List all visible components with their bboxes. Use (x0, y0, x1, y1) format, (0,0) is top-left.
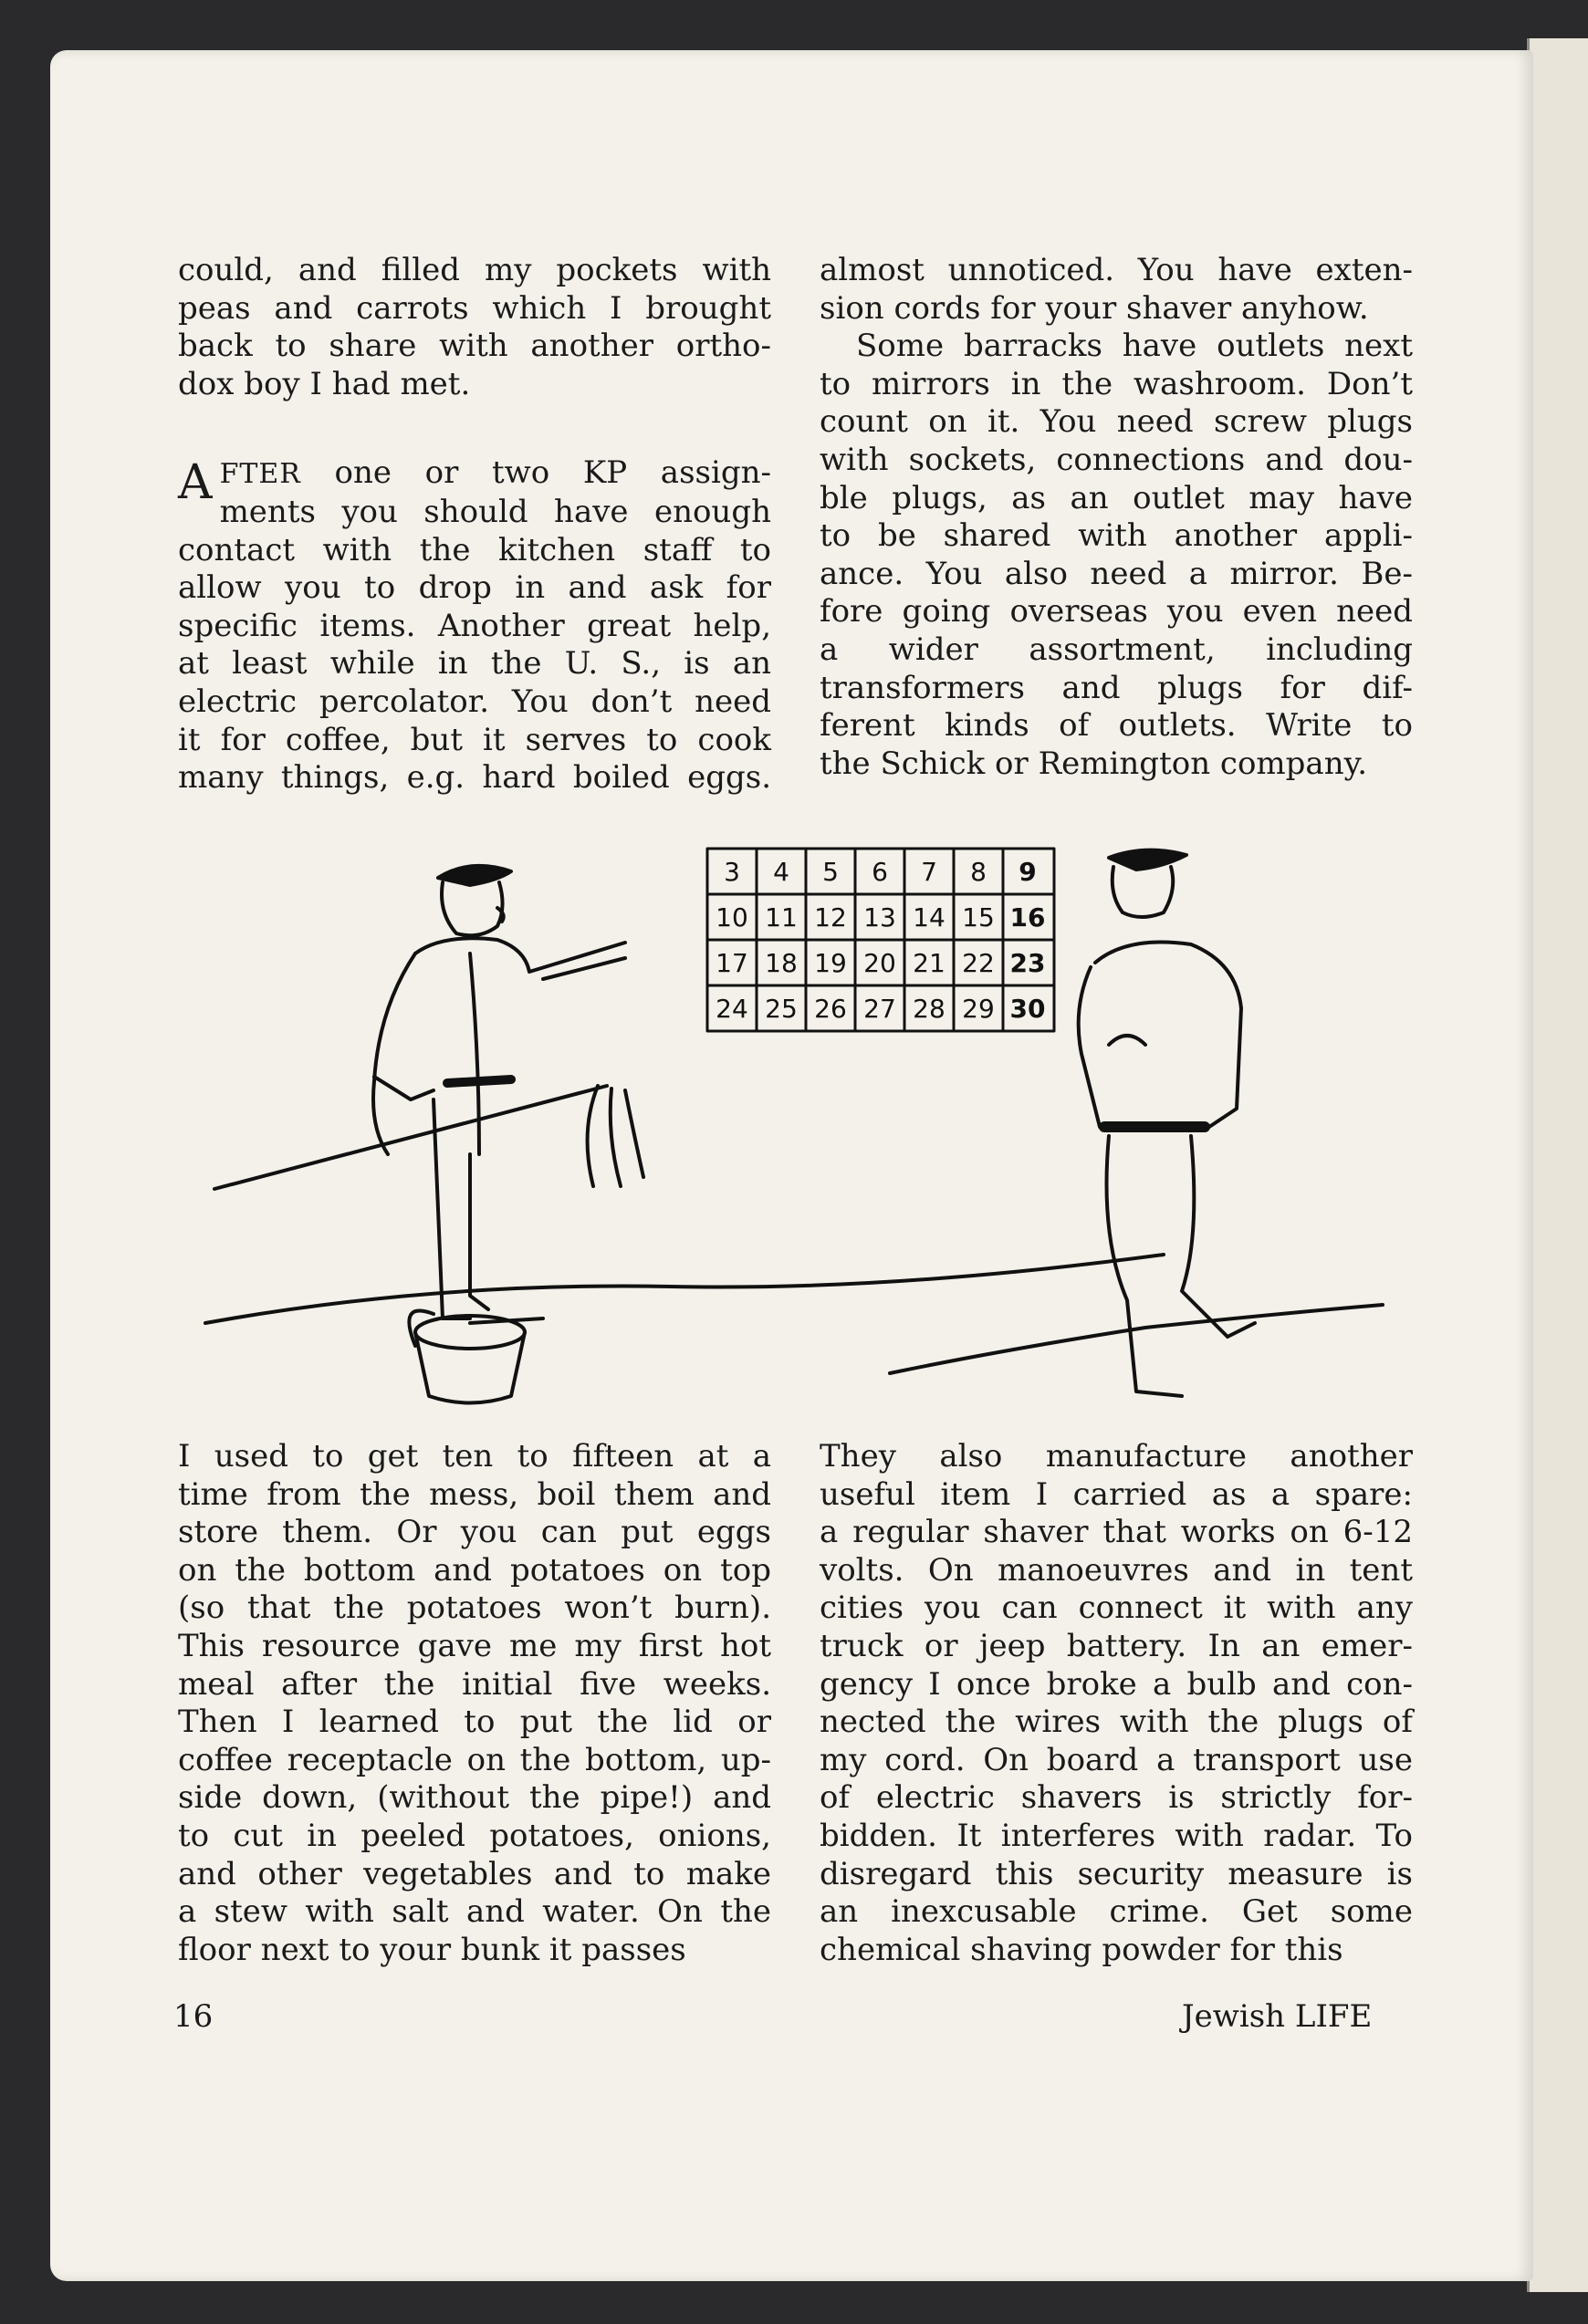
text-line: many things, e.g. hard boiled eggs. (178, 759, 771, 797)
text-line: my cord. On board a transport use (820, 1741, 1413, 1778)
mop (214, 1086, 643, 1189)
text-line: side down, (without the pipe!) and (178, 1779, 771, 1817)
calendar-day: 30 (1009, 994, 1046, 1024)
text-line: FTER one or two KP assign- (219, 454, 771, 492)
right-column-bottom (820, 1438, 1413, 1969)
text-line: coffee receptacle on the bottom, up- (178, 1741, 771, 1778)
left-column-bottom (178, 1438, 771, 1969)
calendar-day: 8 (970, 857, 987, 887)
bucket (409, 1311, 525, 1403)
after-paragraph (178, 454, 771, 797)
calendar-day: 10 (716, 902, 748, 933)
text-line: dox boy I had met. (178, 365, 471, 402)
text-line: chemical shaving powder for this (820, 1931, 1343, 1968)
text-line: Some barracks have outlets next (856, 328, 1413, 365)
text-line: time from the mess, boil them and (178, 1475, 771, 1513)
text-line: with sockets, connections and dou- (820, 441, 1413, 478)
officer-figure (373, 866, 625, 1323)
text-line: sion cords for your shaver anyhow. (820, 289, 1369, 327)
calendar-day: 27 (863, 994, 896, 1024)
text-line: back to share with another ortho- (178, 328, 771, 365)
text-line: ments you should have enough (219, 493, 771, 530)
right-column-top (820, 252, 1413, 783)
text-line: Then I learned to put the lid or (178, 1704, 771, 1741)
text-line: a regular shaver that works on 6-12 (820, 1514, 1413, 1551)
page-number: 16 (173, 1998, 214, 2035)
text-line: bidden. It interferes with radar. To (820, 1817, 1413, 1854)
drop-cap: A (178, 455, 213, 511)
text-line: nected the wires with the plugs of (820, 1704, 1413, 1741)
text-line: useful item I carried as a spare: (820, 1475, 1413, 1513)
calendar-day: 28 (913, 994, 945, 1024)
small-caps-word: FTER (219, 458, 301, 491)
text-line: meal after the initial five weeks. (178, 1665, 771, 1703)
text-line: a wider assortment, including (820, 631, 1413, 668)
text-line: peas and carrots which I brought (178, 289, 771, 327)
text-line: I used to get ten to fifteen at a (178, 1438, 771, 1475)
text-line: it for coffee, but it serves to cook (178, 721, 771, 758)
calendar-day: 17 (716, 948, 748, 978)
publication-name: Jewish LIFE (1182, 1998, 1373, 2035)
calendar-day: 3 (724, 857, 740, 887)
ground-line (205, 1255, 1164, 1323)
calendar-day: 20 (863, 948, 896, 978)
text-line: This resource gave me my first hot (178, 1627, 771, 1664)
text-line: specific items. Another great help, (178, 607, 771, 644)
calendar-day: 9 (1019, 857, 1037, 887)
text-line: They also manufacture another (820, 1438, 1413, 1475)
text-line: store them. Or you can put eggs (178, 1514, 771, 1551)
calendar-day: 4 (773, 857, 789, 887)
text-line: to cut in peeled potatoes, onions, (178, 1817, 771, 1854)
calendar-day: 15 (962, 902, 995, 933)
text-line: contact with the kitchen staff to (178, 531, 771, 568)
calendar-day: 16 (1009, 902, 1046, 933)
text-line: an inexcusable crime. Get some (820, 1893, 1413, 1931)
text-line: allow you to drop in and ask for (178, 569, 771, 607)
calendar-day: 29 (962, 994, 995, 1024)
text-line: (so that the potatoes won’t burn). (178, 1589, 771, 1627)
text-line: ble plugs, as an outlet may have (820, 479, 1413, 516)
text-line: a stew with salt and water. On the (178, 1893, 771, 1931)
text-line: ferent kinds of outlets. Write to (820, 707, 1413, 745)
calendar-day: 25 (765, 994, 798, 1024)
calendar-day: 24 (716, 994, 748, 1024)
text-line: floor next to your bunk it passes (178, 1931, 686, 1968)
calendar-day: 11 (765, 902, 798, 933)
text-line: at least while in the U. S., is an (178, 645, 771, 683)
text-line: count on it. You need screw plugs (820, 403, 1413, 441)
calendar-day: 13 (863, 902, 896, 933)
calendar-day: 19 (814, 948, 847, 978)
left-column-top (178, 252, 771, 797)
calendar-day: 6 (872, 857, 888, 887)
text-line: transformers and plugs for dif- (820, 669, 1413, 706)
text-line: could, and filled my pockets with (178, 252, 771, 288)
calendar-day: 23 (1009, 948, 1046, 978)
calendar-day: 26 (814, 994, 847, 1024)
calendar-day: 22 (962, 948, 995, 978)
text-line: on the bottom and potatoes on top (178, 1551, 771, 1589)
text-line: gency I once broke a bulb and con- (820, 1665, 1413, 1703)
text-line: and other vegetables and to make (178, 1855, 771, 1892)
text-line: volts. On manoeuvres and in tent (820, 1551, 1413, 1589)
text-line: the Schick or Remington company. (820, 745, 1368, 782)
soldier-figure (1079, 850, 1255, 1396)
text-line: electric percolator. You don’t need (178, 683, 771, 720)
text-line: fore going overseas you even need (820, 593, 1413, 631)
calendar-day: 5 (822, 857, 839, 887)
text-line: of electric shavers is strictly for- (820, 1779, 1413, 1817)
text-line: to be shared with another appli- (820, 517, 1413, 555)
calendar-day: 7 (921, 857, 937, 887)
next-page-edge (1527, 38, 1588, 2292)
text-line: cities you can connect it with any (820, 1589, 1413, 1627)
calendar-day: 18 (765, 948, 798, 978)
text-line: to mirrors in the washroom. Don’t (820, 365, 1413, 402)
calendar-day: 14 (913, 902, 945, 933)
text-line: almost unnoticed. You have exten- (820, 252, 1413, 288)
calendar-day: 21 (913, 948, 945, 978)
calendar-day: 12 (814, 902, 847, 933)
ground-line (890, 1305, 1383, 1373)
text-line: disregard this security measure is (820, 1855, 1413, 1892)
text-line: ance. You also need a mirror. Be- (820, 555, 1413, 592)
text-line: truck or jeep battery. In an emer- (820, 1627, 1413, 1664)
cartoon-illustration (196, 826, 1437, 1419)
